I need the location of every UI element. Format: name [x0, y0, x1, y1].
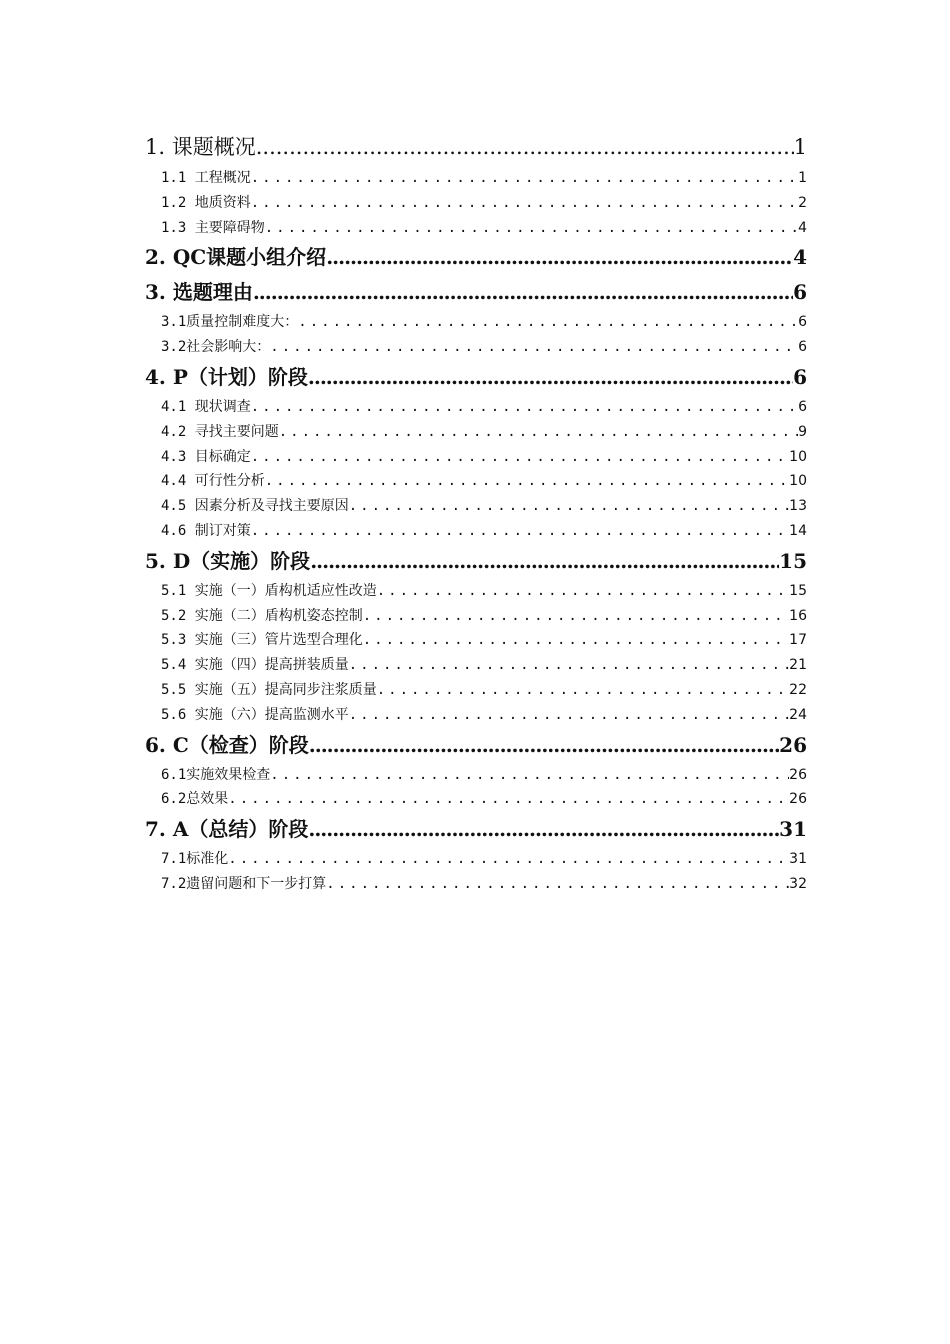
toc-entry-page: 15	[789, 582, 807, 599]
toc-entry-page: 31	[789, 851, 807, 868]
toc-entry-4-2[interactable]	[145, 420, 807, 445]
toc-entry-5-1[interactable]	[145, 579, 807, 604]
dot-leader	[251, 395, 798, 420]
dot-leader	[377, 579, 789, 604]
dot-leader	[298, 310, 798, 335]
toc-entry-title: 1.2 地质资料	[161, 194, 251, 211]
toc-entry-title: 2. QC课题小组介绍	[145, 245, 327, 270]
dot-leader	[251, 519, 789, 544]
toc-entry-title: 4. P（计划）阶段	[145, 364, 308, 389]
dot-leader	[270, 763, 789, 788]
dot-leader	[326, 872, 789, 897]
toc-entry-title: 3.1质量控制难度大：	[161, 314, 299, 331]
toc-entry-5-6[interactable]	[145, 703, 807, 728]
toc-entry-7-2[interactable]	[145, 872, 807, 897]
dot-leader	[265, 216, 798, 241]
toc-entry-title: 5.3 实施（三）管片选型合理化	[161, 632, 363, 649]
dot-leader	[251, 445, 789, 470]
toc-entry-title: 5.4 实施（四）提高拼装质量	[161, 657, 349, 674]
toc-entry-title: 5. D（实施）阶段	[145, 548, 311, 573]
toc-entry-title: 5.5 实施（五）提高同步注浆质量	[161, 681, 377, 698]
toc-entry-title: 7. A（总结）阶段	[145, 817, 309, 842]
dot-leader	[265, 469, 789, 494]
toc-entry-page: 4	[798, 219, 807, 236]
dot-leader	[349, 703, 789, 728]
toc-entry-page: 26	[789, 766, 807, 783]
toc-entry-page: 32	[789, 875, 807, 892]
toc-entry-title: 5.1 实施（一）盾构机适应性改造	[161, 582, 377, 599]
toc-entry-page: 6	[798, 339, 807, 356]
toc-entry-title: 1.1 工程概况	[161, 170, 251, 186]
toc-entry-page: 2	[798, 194, 807, 211]
dot-leader	[251, 166, 798, 191]
toc-entry-title: 4.3 目标确定	[161, 448, 251, 465]
toc-entry-4-5[interactable]	[145, 494, 807, 519]
dot-leader	[228, 787, 789, 812]
toc-entry-page: 6	[798, 314, 807, 331]
toc-entry-page: 6	[798, 398, 807, 415]
toc-entry-4[interactable]	[145, 360, 807, 395]
table-of-contents	[145, 128, 807, 897]
toc-entry-6[interactable]	[145, 728, 807, 763]
toc-entry-5-2[interactable]	[145, 604, 807, 629]
toc-entry-page: 1	[798, 170, 807, 186]
dot-leader	[326, 240, 793, 275]
toc-entry-6-1[interactable]	[145, 763, 807, 788]
dot-leader	[310, 544, 779, 579]
toc-entry-title: 7.2遗留问题和下一步打算	[161, 875, 327, 892]
dot-leader	[253, 275, 793, 310]
toc-entry-page: 10	[789, 473, 807, 490]
toc-entry-page: 10	[789, 448, 807, 465]
toc-entry-title: 1.3 主要障碍物	[161, 219, 265, 236]
toc-entry-page: 14	[789, 522, 807, 539]
toc-entry-3[interactable]	[145, 275, 807, 310]
dot-leader	[309, 728, 779, 763]
dot-leader	[228, 847, 789, 872]
toc-entry-title: 4.2 寻找主要问题	[161, 423, 279, 440]
toc-entry-page: 26	[779, 732, 807, 757]
toc-entry-page: 13	[789, 498, 807, 515]
toc-entry-3-1[interactable]	[145, 310, 807, 335]
toc-entry-3-2[interactable]	[145, 335, 807, 360]
toc-entry-5-5[interactable]	[145, 678, 807, 703]
toc-entry-page: 21	[789, 657, 807, 674]
toc-entry-4-4[interactable]	[145, 469, 807, 494]
toc-entry-page: 26	[789, 791, 807, 808]
toc-entry-title: 6. C（检查）阶段	[145, 732, 309, 757]
toc-entry-page: 4	[793, 245, 807, 270]
dot-leader	[308, 360, 793, 395]
toc-entry-4-1[interactable]	[145, 395, 807, 420]
toc-entry-page: 6	[793, 364, 807, 389]
dot-leader	[377, 678, 789, 703]
toc-entry-2[interactable]	[145, 240, 807, 275]
toc-entry-page: 31	[779, 817, 807, 842]
toc-entry-title: 3. 选题理由	[145, 280, 253, 305]
toc-entry-page: 1	[793, 135, 807, 159]
toc-entry-title: 4.4 可行性分析	[161, 473, 265, 490]
toc-entry-title: 4.1 现状调查	[161, 398, 251, 415]
toc-entry-5-4[interactable]	[145, 653, 807, 678]
toc-entry-page: 24	[789, 706, 807, 723]
dot-leader	[256, 128, 794, 166]
toc-entry-title: 4.5 因素分析及寻找主要原因	[161, 498, 349, 515]
toc-entry-title: 7.1标准化	[161, 851, 229, 868]
dot-leader	[363, 628, 789, 653]
toc-entry-page: 9	[798, 423, 807, 440]
toc-entry-page: 16	[789, 607, 807, 624]
toc-entry-title: 3.2社会影响大：	[161, 339, 271, 356]
toc-entry-1-1[interactable]	[145, 166, 807, 191]
dot-leader	[251, 191, 798, 216]
toc-entry-page: 15	[779, 548, 807, 573]
toc-entry-1-2[interactable]	[145, 191, 807, 216]
toc-entry-title: 4.6 制订对策	[161, 522, 251, 539]
dot-leader	[279, 420, 798, 445]
dot-leader	[270, 335, 798, 360]
toc-entry-title: 1. 课题概况	[145, 135, 256, 159]
toc-entry-6-2[interactable]	[145, 787, 807, 812]
toc-entry-4-6[interactable]	[145, 519, 807, 544]
toc-entry-page: 22	[789, 681, 807, 698]
toc-entry-title: 5.2 实施（二）盾构机姿态控制	[161, 607, 363, 624]
dot-leader	[349, 653, 789, 678]
toc-entry-5-3[interactable]	[145, 628, 807, 653]
toc-entry-page: 6	[793, 280, 807, 305]
dot-leader	[349, 494, 789, 519]
toc-entry-7-1[interactable]	[145, 847, 807, 872]
toc-entry-title: 5.6 实施（六）提高监测水平	[161, 706, 349, 723]
toc-entry-7[interactable]	[145, 812, 807, 847]
toc-entry-page: 17	[789, 632, 807, 649]
toc-entry-4-3[interactable]	[145, 445, 807, 470]
toc-entry-title: 6.1实施效果检查	[161, 766, 271, 783]
dot-leader	[308, 812, 779, 847]
toc-entry-1-3[interactable]	[145, 216, 807, 241]
toc-entry-1[interactable]	[145, 128, 807, 166]
toc-entry-5[interactable]	[145, 544, 807, 579]
dot-leader	[363, 604, 789, 629]
toc-entry-title: 6.2总效果	[161, 791, 229, 808]
